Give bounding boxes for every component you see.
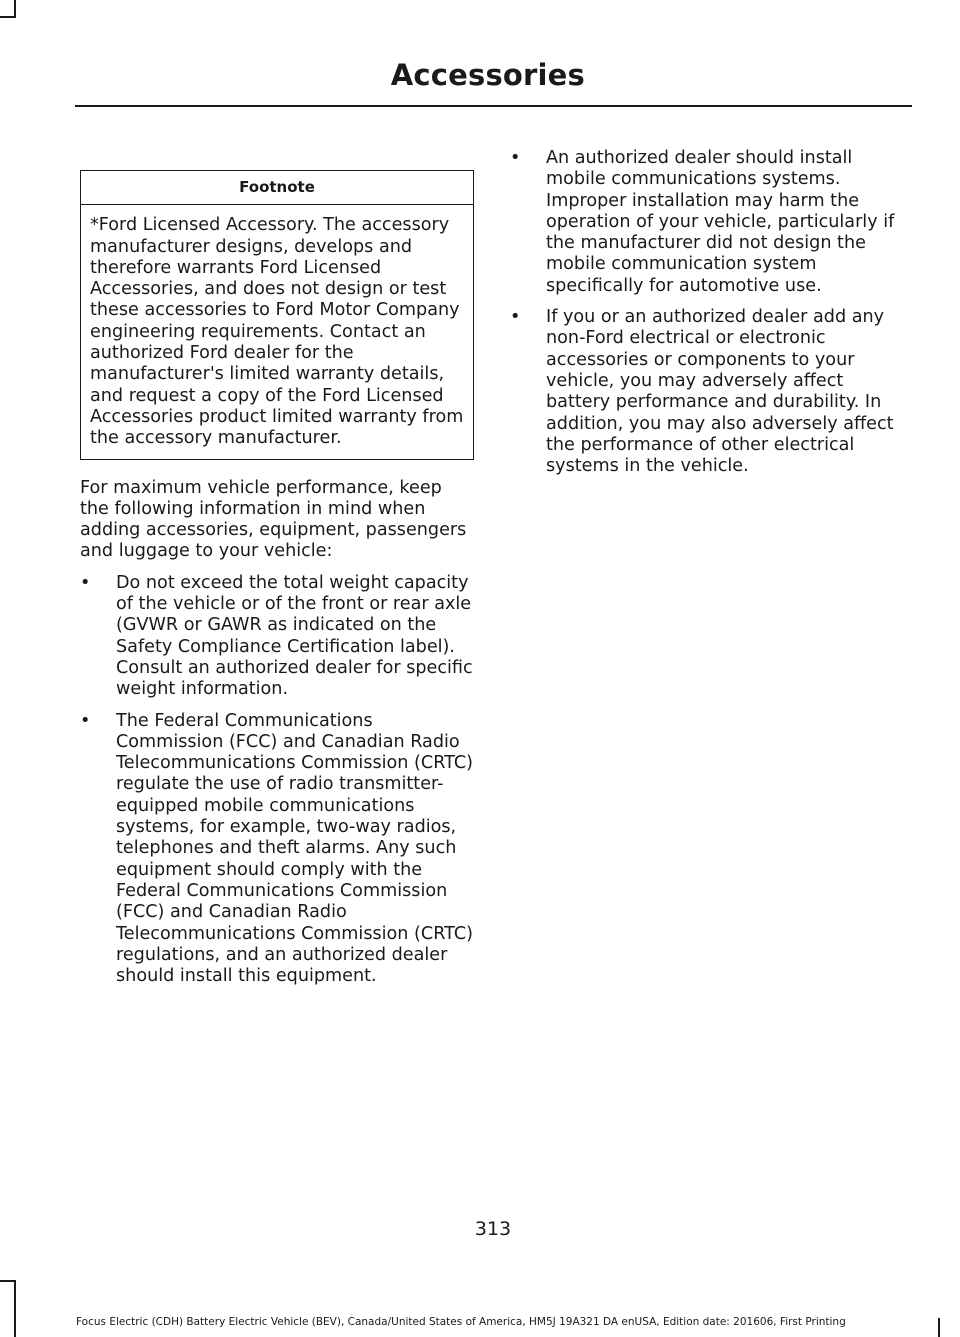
list-item-text: An authorized dealer should install mobile communications systems. Improper installation may harm the operation of your vehicle, particularly if the manufacturer did not design the mobile communication system specifically for automotive use. [546, 148, 895, 296]
list-item [510, 148, 910, 297]
bullet-glyph: • [80, 572, 91, 593]
bullet-glyph: • [510, 148, 521, 168]
intro-paragraph: For maximum vehicle performance, keep the following information in mind when adding accessories, equipment, passengers and luggage to your vehicle: [80, 477, 467, 562]
list-item [80, 573, 474, 701]
right-bullet-list [510, 148, 910, 477]
page-number: 313 [474, 1218, 512, 1240]
list-item-text: If you or an authorized dealer add any non-Ford electrical or electronic accessories or components to your vehicle, you may adversely affect battery performance and durability. In addition, you may also adversely affect the performance of other electrical systems in the vehicle. [546, 307, 894, 477]
right-column [510, 148, 910, 487]
list-item [80, 711, 474, 988]
left-bullet-list [80, 573, 474, 988]
bullet-glyph: • [80, 710, 91, 731]
crop-mark [938, 1318, 940, 1337]
left-column [80, 170, 474, 997]
crop-mark [0, 16, 16, 18]
list-item [510, 307, 910, 477]
crop-mark [14, 1280, 16, 1337]
list-item-text: Do not exceed the total weight capacity of the vehicle or of the front or rear axle (GVWR or GAWR as indicated on the Safety Compliance Certification label). Consult an authorized dealer for specific weight information. [116, 572, 473, 700]
footer-text: Focus Electric (CDH) Battery Electric Vehicle (BEV), Canada/United States of America, HM5J 19A321 DA enUSA, Edition date: 201606, First Printing [76, 1316, 846, 1328]
footnote-table [80, 170, 474, 460]
header-rule [75, 105, 912, 107]
page-title: Accessories [390, 58, 585, 92]
bullet-glyph: • [510, 307, 521, 328]
list-item-text: The Federal Communications Commission (FCC) and Canadian Radio Telecommunications Commission (CRTC) regulate the use of radio transmitter-equipped mobile communications systems, for example, two-way radios, telephones and theft alarms. Any such equipment should comply with the Federal Communications Commission (FCC) and Canadian Radio Telecommunications Commission (CRTC) regulations, and an authorized dealer should install this equipment. [116, 710, 474, 987]
footnote-text: *Ford Licensed Accessory. The accessory manufacturer designs, develops and therefore warrants Ford Licensed Accessories, and does not design or test these accessories to Ford Motor Company engineering requirements. Contact an authorized Ford dealer for the manufacturer's limited warranty details, and request a copy of the Ford Licensed Accessories product limited warranty from the accessory manufacturer. [90, 215, 464, 449]
footnote-heading: Footnote [81, 171, 473, 205]
crop-mark [0, 1280, 16, 1282]
